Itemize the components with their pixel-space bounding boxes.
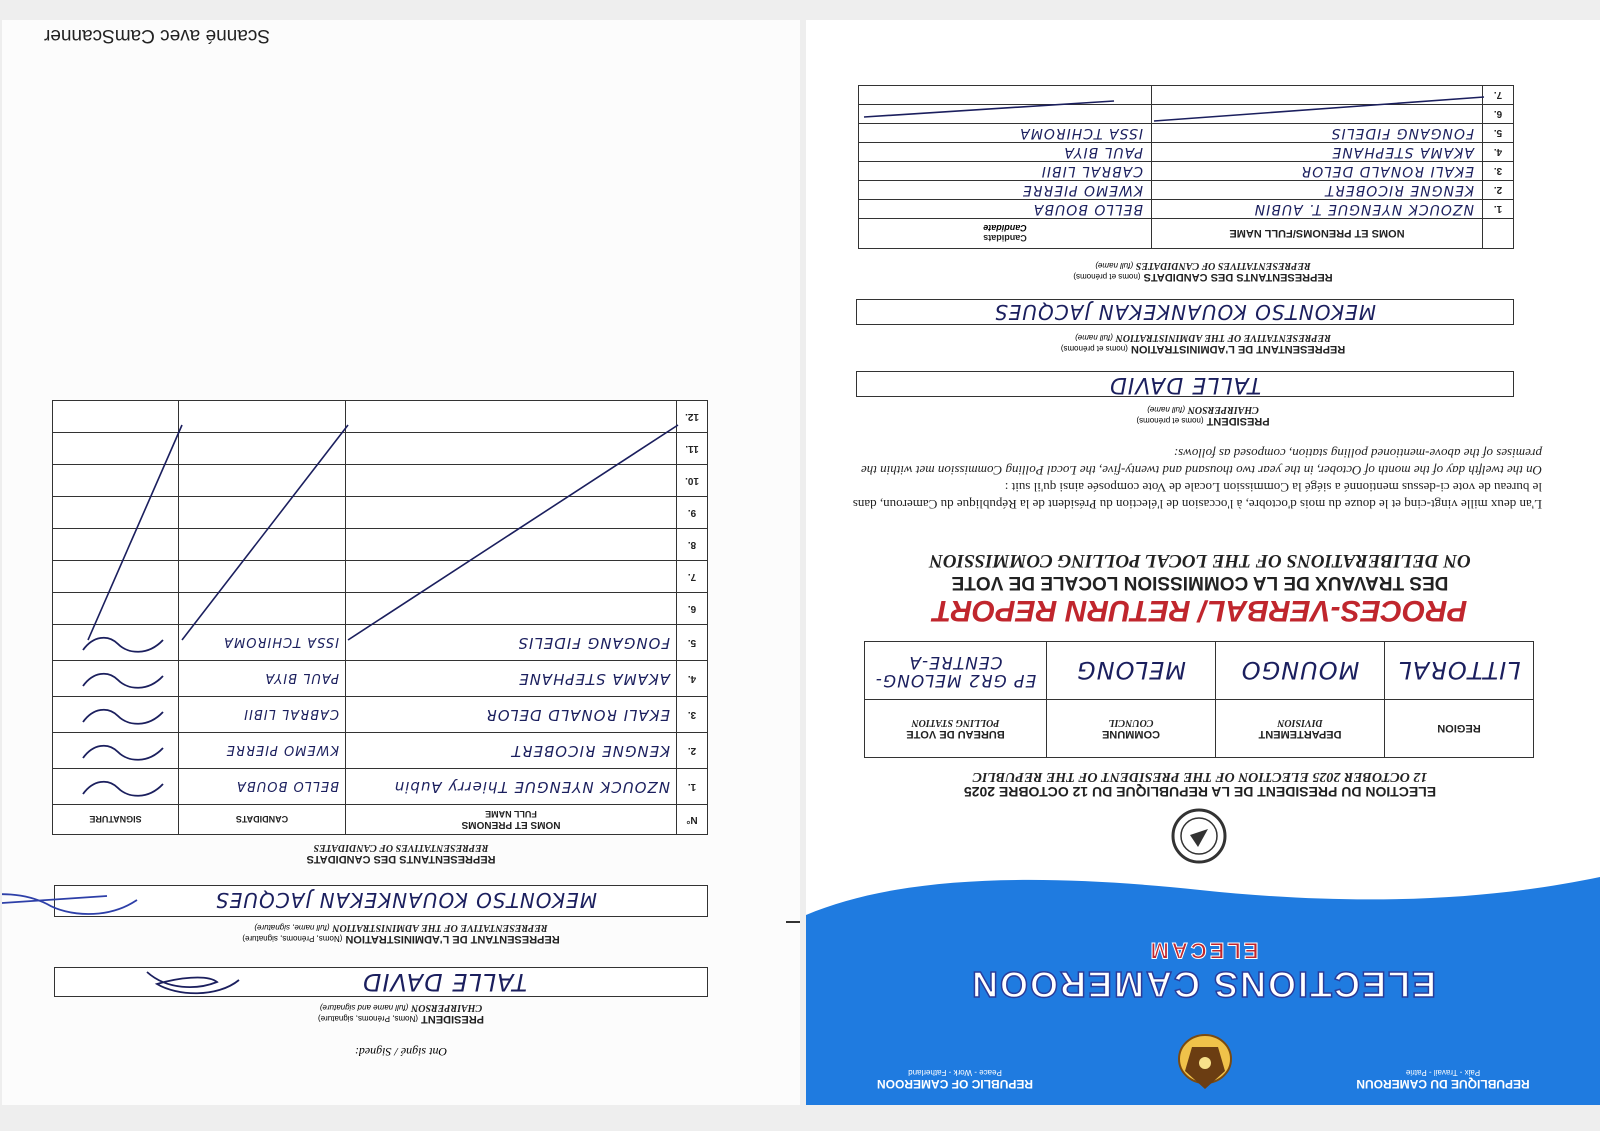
sig-row-candidate: BELLO BOUBA: [179, 769, 346, 805]
country-name-en: REPUBLIC OF CAMEROON: [877, 1077, 1033, 1091]
location-header-cell: REGION: [1385, 700, 1534, 758]
report-subtitle-fr: DES TRAVAUX DE LA COMMISSION LOCALE DE VOTE: [951, 572, 1449, 593]
election-title-en: 12 OCTOBER 2025 ELECTION OF THE PRESIDENT OF THE REPUBLIC: [972, 769, 1428, 784]
sig-header-name: NOMS ET PRENOMS FULL NAME: [346, 805, 677, 835]
report-title: PROCES-VERBAL/ RETURN REPORT: [932, 594, 1468, 627]
sig-row-num: 1.: [677, 769, 708, 805]
president-signature: [137, 964, 247, 1000]
location-header-cell: COMMUNE COUNCIL: [1047, 700, 1216, 758]
reps-label-block: REPRESENTANTS DES CANDIDATS (noms et prénoms) REPRESENTATIVES OF CANDIDATES (full name): [1073, 260, 1333, 283]
report-subtitle-en: ON DELIBERATIONS OF THE LOCAL POLLING COMMISSION: [929, 550, 1471, 571]
admin-signature: [2, 870, 147, 930]
admin-label-block: REPRESENTANT DE L'ADMINISTRATION (noms et prénoms) REPRESENTATIVE OF THE ADMINISTRATION (full name): [1060, 332, 1346, 355]
report-title-block: [840, 549, 1560, 627]
sig-row-num: 12.: [677, 401, 708, 433]
sig-row-name: EKALI RONALD DELOR: [346, 697, 677, 733]
signatures-strikethrough: [52, 405, 708, 805]
reps-row-name: EKALI RONALD DELOR: [1152, 162, 1483, 181]
motto-fr: Paix - Travail - Patrie: [1405, 1068, 1481, 1077]
location-header-cell: BUREAU DE VOTE POLLING STATION: [865, 700, 1047, 758]
sig-row-num: 9.: [677, 497, 708, 529]
report-cover-page: [806, 20, 1600, 1105]
signed-reps-label: REPRESENTANTS DES CANDIDATS REPRESENTATIVES OF CANDIDATES: [306, 842, 496, 865]
reps-strikethrough: [858, 79, 1514, 219]
reps-row-candidate: CABRAL LIBII: [859, 162, 1152, 181]
sig-row-num: 2.: [677, 733, 708, 769]
sig-row-num: 5.: [677, 625, 708, 661]
election-title-fr: ELECTION DU PRESIDENT DE LA REPUBLIQUE DU 12 OCTOBRE 2025: [963, 784, 1437, 800]
reps-header-name: NOMS ET PRENOMS/FULL NAME: [1152, 219, 1483, 249]
sig-row-name: FONGANG FIDELIS: [346, 625, 677, 661]
reps-row-num: 1.: [1483, 200, 1514, 219]
sig-row-num: 10.: [677, 465, 708, 497]
reps-row-num: 6.: [1483, 105, 1514, 124]
coat-of-arms-icon: [1150, 1029, 1260, 1099]
division-value: MOUNGO: [1216, 642, 1385, 700]
reps-row-name: NZOUCK NYENGUE T. AUBIN: [1152, 200, 1483, 219]
sig-row-candidate: CABRAL LIBII: [179, 697, 346, 733]
reps-row-name: FONGANG FIDELIS: [1152, 124, 1483, 143]
signed-admin-label: REPRESENTANT DE L'ADMINISTRATION (Noms, Prénoms, signature) REPRESENTATIVE OF THE ADMINISTRATION (full name, signature): [242, 922, 560, 945]
signed-president-label: PRESIDENT (Noms, Prénoms, signature) CHAIRPERSON (full name and signature): [317, 1002, 485, 1025]
reps-header-candidate: Candidats Candidate: [859, 219, 1152, 249]
reps-row-num: 5.: [1483, 124, 1514, 143]
sig-header-num: N°: [677, 805, 708, 835]
sig-row-candidate: KWEMO PIERRE: [179, 733, 346, 769]
reps-row-num: 4.: [1483, 143, 1514, 162]
intro-paragraph: [852, 444, 1542, 512]
sig-row-candidate: PAUL BIYA: [179, 661, 346, 697]
reps-row-name: AKAMA STEPHANE: [1152, 143, 1483, 162]
reps-header-num: [1483, 219, 1514, 249]
president-name-field: TALLE DAVID: [856, 371, 1514, 397]
sig-row-num: 11.: [677, 433, 708, 465]
admin-name-field: MEKONTSO KOUANKEKAN JACQUES: [856, 299, 1514, 325]
reps-row-candidate: KWEMO PIERRE: [859, 181, 1152, 200]
sig-row-name: AKAMA STEPHANE: [346, 661, 677, 697]
sig-row-num: 8.: [677, 529, 708, 561]
motto-en: Peace - Work - Fatherland: [908, 1068, 1002, 1077]
reps-row-candidate: ISSA TCHIROMA: [859, 124, 1152, 143]
sig-row-name: NZOUCK NYENGUE Thierry Aubin: [346, 769, 677, 805]
sig-row-candidate: ISSA TCHIROMA: [179, 625, 346, 661]
election-title: [860, 768, 1540, 800]
region-value: LITTORAL: [1385, 642, 1534, 700]
location-table: [864, 641, 1534, 758]
president-label-block: PRESIDENT (noms et prénoms) CHAIRPERSON (full name): [1136, 404, 1270, 427]
polling-station-value: EP GR2 MELONG-CENTRE-A: [865, 642, 1047, 700]
sig-row-num: 4.: [677, 661, 708, 697]
reps-row-num: 3.: [1483, 162, 1514, 181]
reps-row-candidate: BELLO BOUBA: [859, 200, 1152, 219]
sig-row-num: 6.: [677, 593, 708, 625]
org-name: ELECTIONS CAMEROON: [970, 964, 1437, 1005]
council-value: MELONG: [1047, 642, 1216, 700]
sig-row-name: KENGNE RICOBERT: [346, 733, 677, 769]
signed-admin-field: MEKONTSO KOUANKEKAN JACQUES: [54, 885, 708, 917]
header-country-row: [806, 1049, 1600, 1093]
signatures-page: [2, 20, 800, 1105]
intro-en: On the twelfth day of the month of October, in the year two thousand and twenty-five, the Local Polling Commission met within the premises of the above-mentioned polling station, composed as follows:: [861, 446, 1542, 479]
sig-header-candidate: CANDIDATS: [179, 805, 346, 835]
margin-mark: [786, 921, 800, 923]
location-header-cell: DEPARTEMENT DIVISION: [1216, 700, 1385, 758]
reps-row-num: 7.: [1483, 86, 1514, 105]
reps-row-name: KENGNE RICOBERT: [1152, 181, 1483, 200]
elecam-logo-icon: [1170, 807, 1228, 865]
sig-row-num: 7.: [677, 561, 708, 593]
camscanner-watermark: Scanné avec CamScanner: [43, 25, 270, 46]
intro-fr: L'an deux mille vingt-cinq et le douze du mois d'octobre, à l'occasion de l'élection du Président de la République du Cameroun, dans le bureau de vote ci-dessus mentionné a siégé la Commission Locale de Vote composée ainsi qu'il suit :: [852, 480, 1542, 512]
sig-header-signature: SIGNATURE: [53, 805, 179, 835]
reps-row-candidate: PAUL BIYA: [859, 143, 1152, 162]
org-title-block: [806, 937, 1600, 1005]
country-name-fr: REPUBLIQUE DU CAMEROUN: [1356, 1077, 1530, 1091]
org-acronym: ELECAM: [1147, 938, 1259, 963]
sig-row-num: 3.: [677, 697, 708, 733]
reps-row-num: 2.: [1483, 181, 1514, 200]
signed-title: Ont signé / Signed:: [354, 1045, 448, 1059]
signed-president-field: TALLE DAVID: [54, 967, 708, 997]
